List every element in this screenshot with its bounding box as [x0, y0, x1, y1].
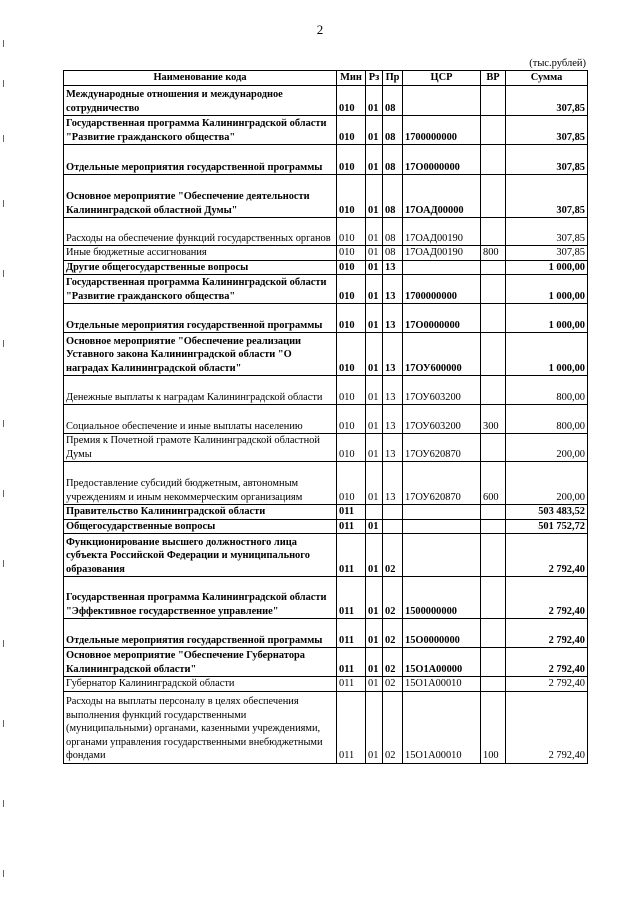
table-row — [64, 577, 588, 619]
cell-csr — [403, 534, 481, 577]
cell-csr: 17ОУ603200 — [403, 376, 481, 405]
cell-pr: 02 — [383, 691, 403, 763]
cell-vr: 800 — [481, 246, 506, 261]
header-vr: ВР — [481, 71, 506, 86]
cell-sum: 2 792,40 — [506, 648, 588, 677]
cell-rz: 01 — [366, 405, 383, 434]
cell-pr: 08 — [383, 116, 403, 145]
cell-sum: 2 792,40 — [506, 534, 588, 577]
cell-rz — [366, 505, 383, 520]
cell-sum: 307,85 — [506, 218, 588, 246]
table-row — [64, 534, 588, 577]
cell-csr: 15О0000000 — [403, 619, 481, 648]
cell-min: 010 — [337, 275, 366, 304]
cell-rz: 01 — [366, 333, 383, 376]
table-row — [64, 505, 588, 520]
cell-sum: 307,85 — [506, 246, 588, 261]
cell-rz: 01 — [366, 260, 383, 275]
cell-sum: 503 483,52 — [506, 505, 588, 520]
cell-vr — [481, 86, 506, 116]
cell-min: 010 — [337, 434, 366, 462]
cell-vr — [481, 145, 506, 175]
cell-vr — [481, 218, 506, 246]
table-row — [64, 218, 588, 246]
cell-name: Государственная программа Калининградской области "Развитие гражданского общества" — [64, 275, 337, 304]
cell-vr — [481, 534, 506, 577]
cell-min: 011 — [337, 619, 366, 648]
cell-csr: 17О0000000 — [403, 145, 481, 175]
cell-pr: 02 — [383, 619, 403, 648]
cell-csr: 1700000000 — [403, 116, 481, 145]
cell-vr — [481, 619, 506, 648]
page-number: 2 — [316, 22, 324, 37]
cell-min: 011 — [337, 648, 366, 677]
cell-min: 010 — [337, 333, 366, 376]
cell-sum: 307,85 — [506, 116, 588, 145]
cell-sum: 200,00 — [506, 462, 588, 505]
cell-vr: 100 — [481, 691, 506, 763]
cell-min: 010 — [337, 246, 366, 261]
cell-csr: 15О1А00000 — [403, 648, 481, 677]
cell-rz: 01 — [366, 116, 383, 145]
cell-min: 010 — [337, 218, 366, 246]
cell-name: Денежные выплаты к наградам Калининградской области — [64, 376, 337, 405]
table-header-row — [64, 71, 588, 86]
cell-min: 010 — [337, 116, 366, 145]
cell-sum: 1 000,00 — [506, 260, 588, 275]
cell-name: Основное мероприятие "Обеспечение реализации Уставного закона Калининградской области "О наградах Калининградской области" — [64, 333, 337, 376]
cell-csr: 17ОУ620870 — [403, 462, 481, 505]
table-row — [64, 434, 588, 462]
cell-pr: 13 — [383, 333, 403, 376]
cell-name: Основное мероприятие "Обеспечение Губернатора Калининградской области" — [64, 648, 337, 677]
cell-vr: 600 — [481, 462, 506, 505]
cell-rz: 01 — [366, 434, 383, 462]
cell-name: Отдельные мероприятия государственной программы — [64, 304, 337, 333]
cell-csr: 1700000000 — [403, 275, 481, 304]
cell-vr: 300 — [481, 405, 506, 434]
cell-sum: 800,00 — [506, 405, 588, 434]
cell-min: 011 — [337, 534, 366, 577]
cell-vr — [481, 304, 506, 333]
cell-name: Губернатор Калининградской области — [64, 677, 337, 692]
cell-sum: 1 000,00 — [506, 275, 588, 304]
cell-rz: 01 — [366, 304, 383, 333]
cell-vr — [481, 434, 506, 462]
binding-margin-marks — [3, 40, 5, 880]
table-row — [64, 145, 588, 175]
cell-vr — [481, 577, 506, 619]
cell-vr — [481, 376, 506, 405]
cell-csr: 17ОУ620870 — [403, 434, 481, 462]
header-rz: Рз — [366, 71, 383, 86]
table-row — [64, 304, 588, 333]
cell-vr — [481, 116, 506, 145]
table-row — [64, 86, 588, 116]
cell-pr: 02 — [383, 677, 403, 692]
cell-csr: 15О1А00010 — [403, 691, 481, 763]
cell-name: Премия к Почетной грамоте Калининградской областной Думы — [64, 434, 337, 462]
cell-vr — [481, 505, 506, 520]
cell-name: Общегосударственные вопросы — [64, 519, 337, 534]
cell-name: Отдельные мероприятия государственной программы — [64, 619, 337, 648]
cell-rz: 01 — [366, 275, 383, 304]
cell-sum: 1 000,00 — [506, 333, 588, 376]
cell-name: Расходы на выплаты персоналу в целях обеспечения выполнения функций государственными (муниципальными) органами, казенными учреждениями, органами управления государственными внебюджетными фондами — [64, 691, 337, 763]
table-row — [64, 116, 588, 145]
cell-csr — [403, 260, 481, 275]
cell-sum: 200,00 — [506, 434, 588, 462]
cell-pr: 02 — [383, 577, 403, 619]
cell-rz: 01 — [366, 691, 383, 763]
cell-name: Социальное обеспечение и иные выплаты населению — [64, 405, 337, 434]
cell-vr — [481, 519, 506, 534]
cell-pr: 02 — [383, 534, 403, 577]
cell-min: 011 — [337, 577, 366, 619]
cell-vr — [481, 260, 506, 275]
cell-csr: 15О1А00010 — [403, 677, 481, 692]
table-row — [64, 691, 588, 763]
cell-pr: 13 — [383, 304, 403, 333]
cell-vr — [481, 333, 506, 376]
cell-rz: 01 — [366, 218, 383, 246]
cell-sum: 2 792,40 — [506, 577, 588, 619]
cell-min: 010 — [337, 405, 366, 434]
cell-csr: 1500000000 — [403, 577, 481, 619]
cell-rz: 01 — [366, 86, 383, 116]
table-row — [64, 619, 588, 648]
cell-min: 011 — [337, 505, 366, 520]
cell-sum: 307,85 — [506, 175, 588, 218]
header-min: Мин — [337, 71, 366, 86]
cell-name: Отдельные мероприятия государственной программы — [64, 145, 337, 175]
cell-rz: 01 — [366, 519, 383, 534]
table-body — [64, 86, 588, 764]
cell-pr: 08 — [383, 145, 403, 175]
cell-pr: 13 — [383, 462, 403, 505]
cell-pr: 13 — [383, 405, 403, 434]
cell-min: 011 — [337, 519, 366, 534]
cell-sum: 800,00 — [506, 376, 588, 405]
cell-sum: 307,85 — [506, 145, 588, 175]
header-pr: Пр — [383, 71, 403, 86]
header-csr: ЦСР — [403, 71, 481, 86]
cell-min: 010 — [337, 145, 366, 175]
cell-min: 010 — [337, 462, 366, 505]
cell-csr — [403, 519, 481, 534]
cell-rz: 01 — [366, 619, 383, 648]
cell-name: Функционирование высшего должностного лица субъекта Российской Федерации и муниципального образования — [64, 534, 337, 577]
cell-name: Иные бюджетные ассигнования — [64, 246, 337, 261]
cell-rz: 01 — [366, 376, 383, 405]
cell-csr: 17ОАД00190 — [403, 218, 481, 246]
cell-sum: 501 752,72 — [506, 519, 588, 534]
cell-min: 010 — [337, 175, 366, 218]
table-row — [64, 333, 588, 376]
cell-csr — [403, 86, 481, 116]
units-label: (тыс.рублей) — [529, 58, 586, 69]
cell-min: 010 — [337, 376, 366, 405]
cell-pr — [383, 519, 403, 534]
cell-rz: 01 — [366, 246, 383, 261]
cell-vr — [481, 648, 506, 677]
cell-min: 011 — [337, 691, 366, 763]
cell-sum: 307,85 — [506, 86, 588, 116]
cell-pr: 08 — [383, 246, 403, 261]
cell-pr: 13 — [383, 260, 403, 275]
cell-sum: 2 792,40 — [506, 619, 588, 648]
budget-table — [63, 70, 588, 764]
cell-rz: 01 — [366, 648, 383, 677]
cell-name: Правительство Калининградской области — [64, 505, 337, 520]
cell-min: 010 — [337, 304, 366, 333]
cell-name: Предоставление субсидий бюджетным, автономным учреждениям и иным некоммерческим организациям — [64, 462, 337, 505]
cell-min: 011 — [337, 677, 366, 692]
table-row — [64, 376, 588, 405]
table-row — [64, 275, 588, 304]
table-row — [64, 519, 588, 534]
cell-name: Международные отношения и международное сотрудничество — [64, 86, 337, 116]
cell-rz: 01 — [366, 462, 383, 505]
table-row — [64, 677, 588, 692]
cell-rz: 01 — [366, 677, 383, 692]
cell-vr — [481, 175, 506, 218]
cell-sum: 1 000,00 — [506, 304, 588, 333]
cell-pr: 02 — [383, 648, 403, 677]
cell-name: Другие общегосударственные вопросы — [64, 260, 337, 275]
cell-rz: 01 — [366, 534, 383, 577]
cell-pr: 13 — [383, 275, 403, 304]
cell-min: 010 — [337, 86, 366, 116]
cell-pr: 08 — [383, 86, 403, 116]
table-row — [64, 462, 588, 505]
cell-name: Государственная программа Калининградской области "Развитие гражданского общества" — [64, 116, 337, 145]
cell-rz: 01 — [366, 577, 383, 619]
cell-vr — [481, 275, 506, 304]
header-sum: Сумма — [506, 71, 588, 86]
table-row — [64, 246, 588, 261]
cell-pr — [383, 505, 403, 520]
cell-sum: 2 792,40 — [506, 691, 588, 763]
cell-csr: 17ОАД00190 — [403, 246, 481, 261]
cell-min: 010 — [337, 260, 366, 275]
cell-csr — [403, 505, 481, 520]
table-row — [64, 260, 588, 275]
header-name: Наименование кода — [64, 71, 337, 86]
cell-pr: 08 — [383, 175, 403, 218]
cell-csr: 17ОУ603200 — [403, 405, 481, 434]
cell-sum: 2 792,40 — [506, 677, 588, 692]
cell-rz: 01 — [366, 145, 383, 175]
cell-pr: 13 — [383, 376, 403, 405]
table-row — [64, 648, 588, 677]
cell-pr: 13 — [383, 434, 403, 462]
cell-name: Государственная программа Калининградской области "Эффективное государственное управление" — [64, 577, 337, 619]
cell-name: Расходы на обеспечение функций государственных органов — [64, 218, 337, 246]
cell-csr: 17ОУ600000 — [403, 333, 481, 376]
cell-csr: 17ОАД00000 — [403, 175, 481, 218]
cell-name: Основное мероприятие "Обеспечение деятельности Калининградской областной Думы" — [64, 175, 337, 218]
cell-vr — [481, 677, 506, 692]
table-row — [64, 405, 588, 434]
cell-rz: 01 — [366, 175, 383, 218]
table-row — [64, 175, 588, 218]
cell-pr: 08 — [383, 218, 403, 246]
cell-csr: 17О0000000 — [403, 304, 481, 333]
